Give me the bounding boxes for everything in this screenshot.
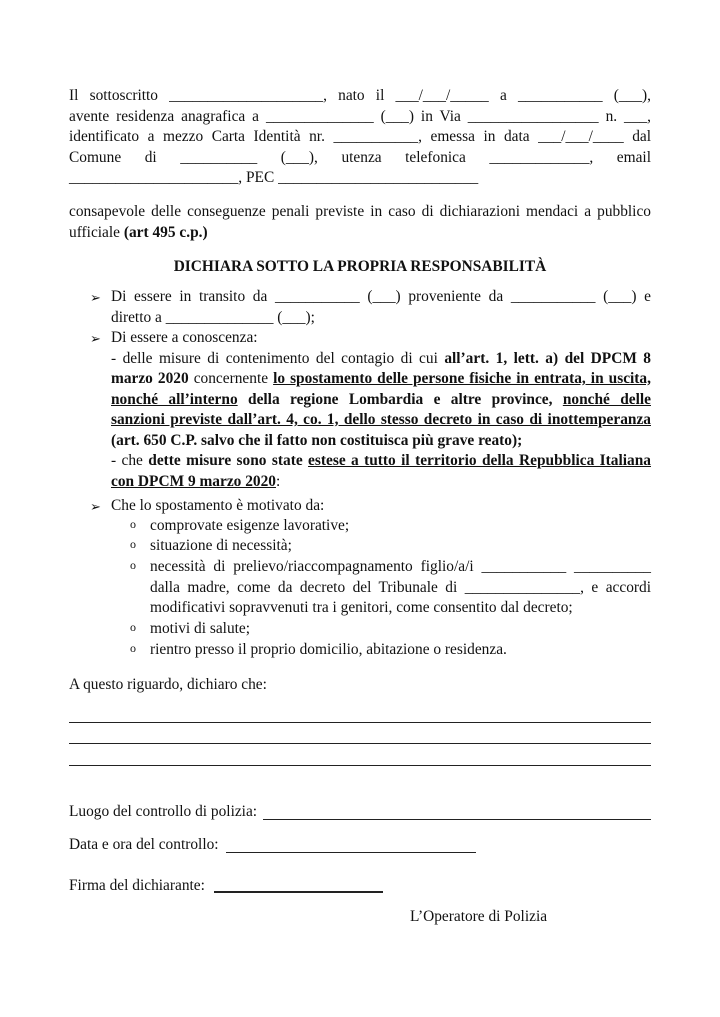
text-span: concernente [188,370,274,387]
datetime-label: Data e ora del controllo: [69,836,219,853]
knowledge-line-2 [111,369,651,390]
reason-option-line-2: dalla madre, come da decreto del Tribunale di _______________, e accordi [150,578,651,596]
circle-bullet-icon: o [130,537,136,551]
circle-bullet-icon: o [130,620,136,634]
transit-line-2: diretto a ______________ (___); [111,308,315,326]
awareness-line-2 [69,223,651,244]
reason-option-line-1: necessità di prelievo/riaccompagnamento figlio/a/i ___________ __________ [150,558,651,575]
reason-title: Che lo spostamento è motivato da: [111,497,325,514]
declare-label: A questo riguardo, dichiaro che: [69,676,267,693]
knowledge-title: Di essere a conoscenza: [111,329,258,346]
reason-option [150,557,651,619]
circle-bullet-icon: o [130,517,136,531]
bold-span: marzo 2020 [111,370,189,387]
circle-bullet-icon: o [130,558,136,572]
knowledge-line-3 [111,390,651,411]
declaration-heading: DICHIARA SOTTO LA PROPRIA RESPONSABILITÀ [173,258,547,275]
knowledge-line-4 [111,410,651,431]
intro-line-4: Comune di __________ (___), utenza telefonica _____________, email [69,148,651,166]
bold-underline-span: nonché delle [562,390,651,408]
declaration-line-3[interactable] [69,765,651,766]
knowledge-line-5 [111,431,651,452]
knowledge-line-6 [111,451,651,472]
intro-line-3: identificato a mezzo Carta Identità nr. ___________, emessa in data ___/___/____ dal [69,128,651,145]
knowledge-line-7 [111,472,651,493]
bold-span: (art. 650 C.P. salvo che il fatto non costituisca più grave reato); [111,431,523,449]
intro-paragraph [69,86,651,189]
reason-option: rientro presso il proprio domicilio, abitazione o residenza. [150,641,507,658]
bold-span: all’art. 1, lett. a) del DPCM 8 [444,349,651,367]
officer-label: L’Operatore di Polizia [410,908,548,925]
awareness-text: ufficiale [69,223,124,241]
bold-span: dette misure sono state [148,452,309,469]
text-span: - delle misure di contenimento del contagio di cui [111,349,445,367]
awareness-line-1: consapevole delle conseguenze penali previste in caso di dichiarazioni mendaci a pubblico [69,203,651,220]
transit-line-1: Di essere in transito da ___________ (___) proveniente da ___________ (___) e [111,288,651,305]
place-label: Luogo del controllo di polizia: [69,803,258,820]
place-field[interactable] [263,819,651,820]
declaration-line-2[interactable] [69,743,651,744]
signature-label: Firma del dichiarante: [69,877,205,894]
arrow-bullet-icon: ➢ [90,331,101,346]
bold-underline-span: lo spostamento delle persone fisiche in entrata, in uscita, [273,370,651,387]
reason-option: motivi di salute; [150,620,251,637]
reason-option: comprovate esigenze lavorative; [150,517,350,534]
intro-line-5: ______________________, PEC __________________________ [69,169,479,186]
article-ref: (art 495 c.p.) [123,223,208,241]
knowledge-line-1 [111,349,651,370]
intro-line-2: avente residenza anagrafica a ______________ (___) in Via _________________ n. ___, [69,107,651,125]
bold-underline-span: estese a tutto il territorio della Repubblica Italiana [308,452,651,469]
transit-item [111,287,651,328]
arrow-bullet-icon: ➢ [90,290,101,305]
knowledge-item [111,328,651,492]
text-span: - che [111,452,149,469]
reason-option: situazione di necessità; [150,537,292,554]
signature-field[interactable] [214,891,383,893]
reason-item [111,496,651,517]
text-span: : [275,472,281,490]
declaration-line-1[interactable] [69,722,651,723]
bold-underline-span: sanzioni previste dall’art. 4, co. 1, dello stesso decreto in caso di inottemperanza [111,411,651,428]
reason-option-line-3: modificativi sopravvenuti tra i genitori, come consentito dal decreto; [150,599,573,616]
circle-bullet-icon: o [130,641,136,655]
awareness-paragraph [69,202,651,243]
bold-underline-span: con DPCM 9 marzo 2020 [111,472,276,490]
bold-underline-span: nonché all’interno [111,390,238,408]
intro-line-1: Il sottoscritto ____________________, nato il ___/___/_____ a ___________ (___), [69,87,651,104]
datetime-field[interactable] [226,852,476,853]
arrow-bullet-icon: ➢ [90,499,101,514]
bold-span: della regione Lombardia e altre province, [237,390,563,408]
